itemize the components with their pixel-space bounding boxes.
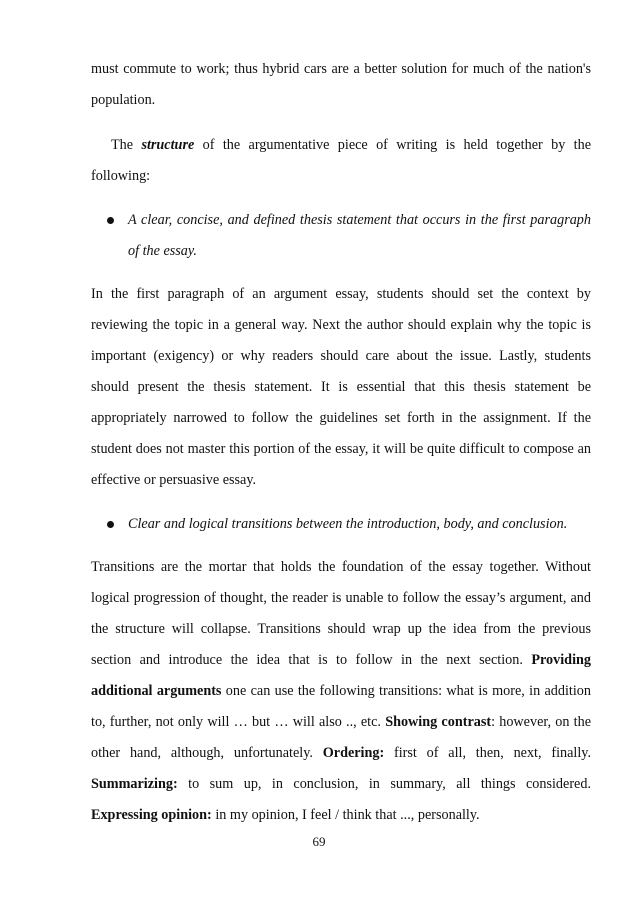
paragraph-structure-intro <box>91 130 591 192</box>
bullet-item-transitions <box>128 509 591 540</box>
text-run: first of all, then, next, finally. <box>384 745 591 761</box>
text-run: in my opinion, I feel / think that ..., personally. <box>211 807 480 823</box>
bullet-icon <box>107 521 114 528</box>
text-run: Transitions are the mortar that holds the foundation of the essay together. Without logical progression of thought, the reader is unable to follow the essay’s argument, and the structure will collapse. Transitions should wrap up the idea from the previous section and introduce the idea that is to follow in the next section. <box>91 559 591 668</box>
bold-term: Expressing opinion: <box>91 807 212 823</box>
bold-term: Showing contrast <box>385 714 492 730</box>
paragraph-continuation: must commute to work; thus hybrid cars are a better solution for much of the nation's population. <box>91 61 591 108</box>
bold-term: Providing additional arguments <box>91 652 591 699</box>
text-run: The <box>111 137 142 153</box>
bullet-text: A clear, concise, and defined thesis statement that occurs in the first paragraph of the essay. <box>128 212 591 259</box>
text-run: one can use the following transitions: what is more, in addition to, further, not only will … but … will also .., etc. <box>91 683 591 730</box>
text-run: : however, on the other hand, although, unfortunately. <box>91 714 591 761</box>
bold-term: Ordering: <box>322 745 385 761</box>
paragraph-first-paragraph: In the first paragraph of an argument essay, students should set the context by reviewing the topic in a general way. Next the author should explain why the topic is important (exigency) or why readers should care about the issue. Lastly, students should present the thesis statement. It is essential that this thesis statement be appropriately narrowed to follow the guidelines set forth in the assignment. If the student does not master this portion of the essay, it will be quite difficult to compose an effective or persuasive essay. <box>91 286 591 488</box>
bullet-item-thesis <box>128 205 591 267</box>
page-number: 69 <box>312 834 326 849</box>
text-run: of the argumentative piece of writing is held together by the following: <box>91 137 591 184</box>
bullet-text: Clear and logical transitions between the introduction, body, and conclusion. <box>128 516 568 532</box>
emphasized-term: structure <box>141 137 195 153</box>
document-page <box>91 54 591 831</box>
bullet-icon <box>107 217 114 224</box>
paragraph-transitions <box>91 552 591 831</box>
bold-term: Summarizing: <box>91 776 178 792</box>
text-run: to sum up, in conclusion, in summary, all things considered. <box>177 776 591 792</box>
